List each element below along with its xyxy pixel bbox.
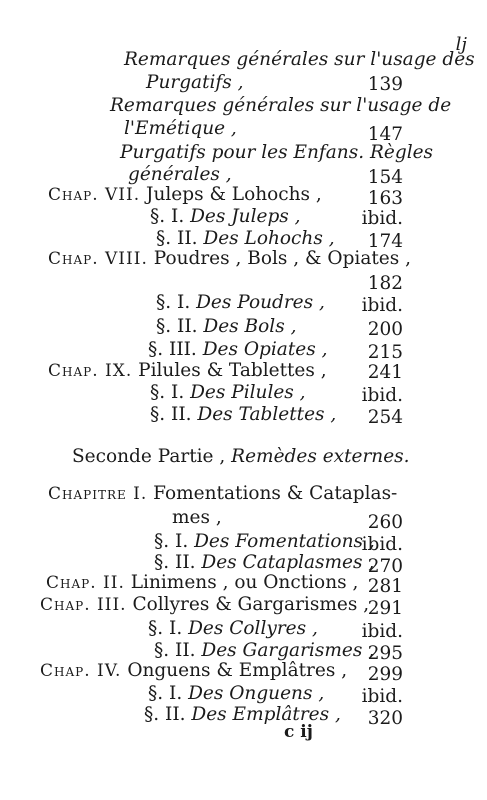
- signature-mark: c ij: [284, 722, 313, 742]
- toc-page-number: 139: [367, 74, 403, 95]
- toc-page-number: ibid.: [361, 208, 403, 229]
- toc-section-line: [150, 404, 336, 426]
- toc-page-number: 320: [367, 708, 403, 729]
- toc-entry-text: Juleps & Lohochs ,: [146, 184, 322, 205]
- section-label: §. I.: [148, 618, 183, 639]
- chapter-label: Chap. IV.: [40, 661, 122, 681]
- toc-page-number: ibid.: [361, 686, 403, 707]
- chapter-label: Chap. III.: [40, 595, 127, 615]
- toc-entry-text: Pilules & Tablettes ,: [138, 360, 327, 381]
- chapter-label: Chapitre I.: [48, 484, 148, 504]
- toc-entry-text: Des Juleps ,: [190, 206, 301, 227]
- toc-page-number: 270: [367, 556, 403, 577]
- toc-chapter-line: [48, 184, 322, 206]
- section-label: §. II.: [154, 640, 196, 661]
- toc-entry-text: Des Bols ,: [203, 316, 297, 337]
- toc-page-number: 182: [367, 273, 403, 294]
- toc-page-number: 200: [367, 319, 403, 340]
- toc-entry-text: Linimens , ou Onctions ,: [130, 572, 359, 593]
- toc-page-number: 260: [367, 512, 403, 533]
- folio-number: lj: [455, 34, 467, 55]
- chapter-label: Chap. VIII.: [48, 249, 148, 269]
- section-label: §. I.: [154, 531, 189, 552]
- toc-section-line: [150, 206, 301, 228]
- toc-entry-text: Des Fomentations ,: [194, 531, 375, 552]
- section-label: §. II.: [156, 228, 198, 249]
- toc-entry-text: Des Collyres ,: [188, 618, 318, 639]
- toc-chapter-line: [48, 248, 411, 270]
- part-heading: [72, 446, 410, 468]
- toc-section-line: [156, 228, 335, 250]
- chapter-label: Chap. II.: [46, 573, 125, 593]
- toc-entry-text: Des Emplâtres ,: [191, 704, 341, 725]
- toc-chapter-line: [48, 360, 327, 382]
- toc-section-line: [154, 640, 374, 662]
- section-label: §. I.: [156, 292, 191, 313]
- toc-entry-text: générales ,: [128, 164, 232, 185]
- toc-entry-text: Poudres , Bols , & Opiates ,: [153, 248, 411, 269]
- section-label: §. II.: [156, 316, 198, 337]
- toc-chapter-line: [40, 594, 369, 616]
- toc-entry-text: Des Opiates ,: [202, 339, 328, 360]
- toc-page-number: ibid.: [361, 621, 403, 642]
- toc-entry-text: Des Pilules ,: [190, 382, 306, 403]
- toc-entry-text: Des Lohochs ,: [203, 228, 335, 249]
- toc-entry-text: mes ,: [172, 507, 222, 528]
- toc-page-number: 299: [367, 664, 403, 685]
- toc-section-line: [156, 316, 296, 338]
- toc-page-number: 291: [367, 598, 403, 619]
- toc-entry-text: Collyres & Gargarismes ,: [132, 594, 370, 615]
- toc-page-number: ibid.: [361, 534, 403, 555]
- toc-page-number: ibid.: [361, 295, 403, 316]
- part-heading-plain: Seconde Partie ,: [72, 446, 226, 467]
- section-label: §. I.: [150, 382, 185, 403]
- toc-entry-text: Des Gargarismes ,: [201, 640, 375, 661]
- section-label: §. II.: [144, 704, 186, 725]
- toc-page-number: 163: [367, 188, 403, 209]
- toc-section-line: [148, 683, 324, 705]
- toc-page-number: 254: [367, 407, 403, 428]
- toc-section-line: [154, 531, 375, 553]
- section-label: §. III.: [148, 339, 197, 360]
- toc-chapter-line: [46, 572, 358, 594]
- toc-entry-text: l'Emétique ,: [124, 118, 237, 139]
- toc-entry-text: Remarques générales sur l'usage des: [124, 49, 475, 70]
- toc-entry-text: Purgatifs ,: [146, 72, 244, 93]
- toc-page-number: 174: [367, 231, 403, 252]
- toc-section-line: [148, 339, 327, 361]
- chapter-label: Chap. IX.: [48, 361, 133, 381]
- toc-page-number: 154: [367, 167, 403, 188]
- section-label: §. II.: [154, 552, 196, 573]
- toc-section-line: [148, 618, 318, 640]
- toc-entry-text: Des Poudres ,: [196, 292, 325, 313]
- toc-entry-text: Fomentations & Cataplas-: [153, 483, 398, 504]
- toc-entry-text: Des Onguens ,: [188, 683, 325, 704]
- toc-page-number: 147: [367, 124, 403, 145]
- toc-chapter-line: [48, 483, 397, 505]
- toc-page-number: 241: [367, 362, 403, 383]
- toc-entry-text: Purgatifs pour les Enfans. Règles: [120, 142, 434, 163]
- toc-entry-text: Des Tablettes ,: [197, 404, 337, 425]
- toc-page-number: 281: [367, 576, 403, 597]
- toc-page-number: 295: [367, 643, 403, 664]
- toc-page-number: 215: [367, 342, 403, 363]
- toc-section-line: [154, 552, 374, 574]
- toc-page-number: ibid.: [361, 385, 403, 406]
- section-label: §. II.: [150, 404, 192, 425]
- chapter-label: Chap. VII.: [48, 185, 141, 205]
- toc-entry-text: Remarques générales sur l'usage de: [110, 95, 452, 116]
- toc-entry-text: Des Cataplasmes ,: [201, 552, 375, 573]
- toc-section-line: [150, 382, 306, 404]
- toc-entry-text: Onguens & Emplâtres ,: [127, 660, 348, 681]
- toc-section-line: [156, 292, 325, 314]
- section-label: §. I.: [148, 683, 183, 704]
- section-label: §. I.: [150, 206, 185, 227]
- toc-chapter-line: [40, 660, 347, 682]
- part-heading-italic: Remèdes externes.: [231, 446, 410, 467]
